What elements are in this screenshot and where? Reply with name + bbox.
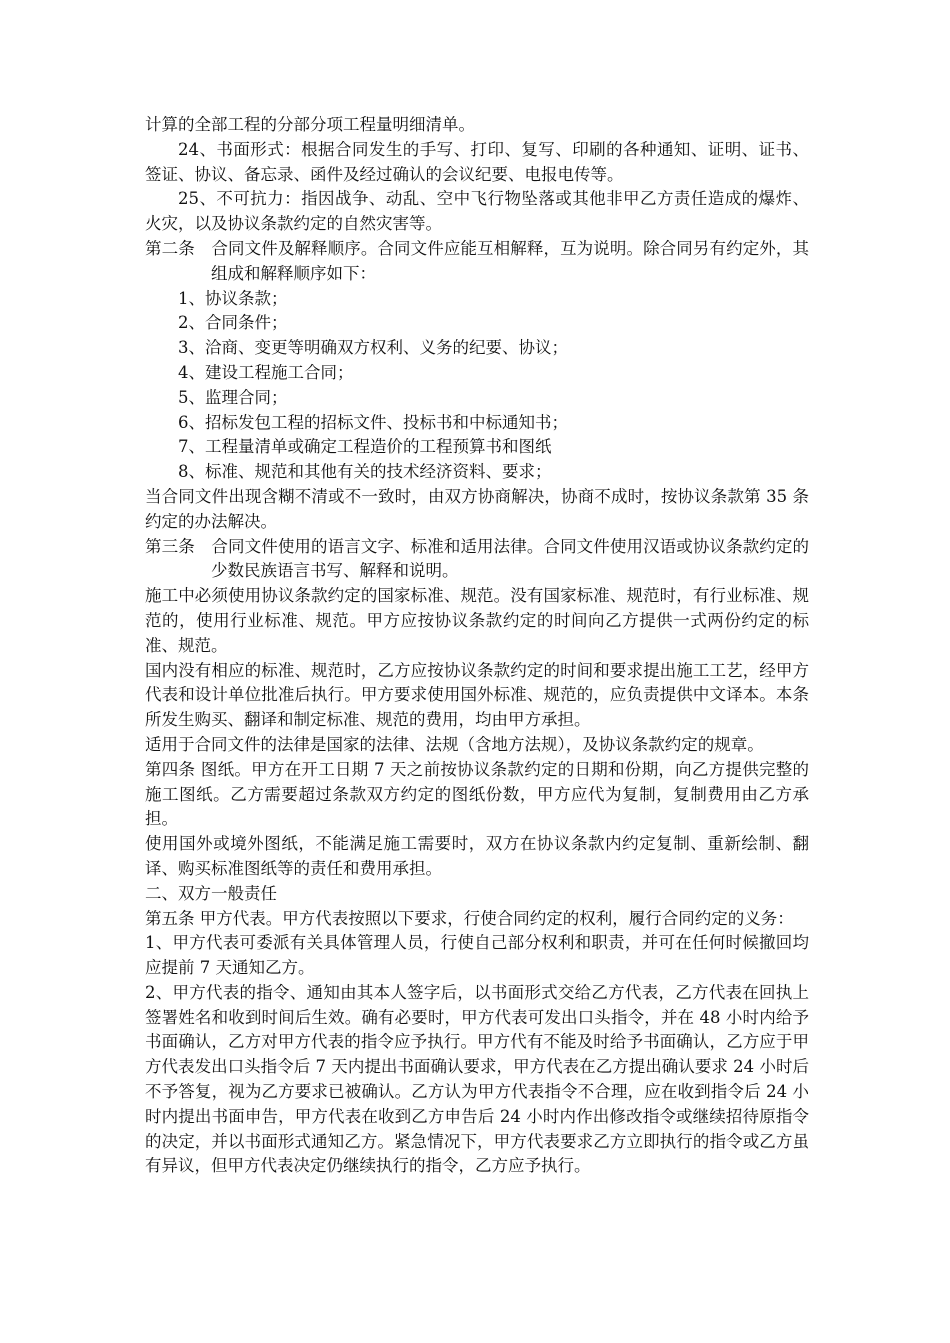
paragraph: 当合同文件出现含糊不清或不一致时，由双方协商解决，协商不成时，按协议条款第 35 条约定的办法解决。 xyxy=(145,486,809,531)
article-3-heading: 第三条 合同文件使用的语言文字、标准和适用法律。合同文件使用汉语或协议条款约定的少数民族语言书写、解释和说明。 xyxy=(145,536,809,581)
article-5: 第五条 甲方代表。甲方代表按照以下要求，行使合同约定的权利，履行合同约定的义务： xyxy=(145,908,794,928)
list-item: 2、合同条件； xyxy=(178,313,288,333)
section-heading: 二、双方一般责任 xyxy=(145,883,277,903)
paragraph: 国内没有相应的标准、规范时，乙方应按协议条款约定的时间和要求提出施工工艺，经甲方代表和设计单位批准后执行。甲方要求使用国外标准、规范的，应负责提供中文译本。本条所发生购买、翻译和制定标准、规范的费用，均由甲方承担。 xyxy=(145,660,809,730)
list-item: 5、监理合同； xyxy=(178,387,288,407)
article-2-heading: 第二条 合同文件及解释顺序。合同文件应能互相解释，互为说明。除合同另有约定外，其组成和解释顺序如下： xyxy=(145,238,809,283)
list-item: 8、标准、规范和其他有关的技术经济资料、要求； xyxy=(178,462,552,482)
list-item: 1、协议条款； xyxy=(178,288,288,308)
article-4: 第四条 图纸。甲方在开工日期 7 天之前按协议条款约定的日期和份期，向乙方提供完整的施工图纸。乙方需要超过条款双方约定的图纸份数，甲方应代为复制，复制费用由乙方承担。 xyxy=(145,759,809,829)
definition-25: 25、不可抗力：指因战争、动乱、空中飞行物坠落或其他非甲乙方责任造成的爆炸、火灾，以及协议条款约定的自然灾害等。 xyxy=(145,189,809,234)
list-item: 4、建设工程施工合同； xyxy=(178,362,354,382)
paragraph: 适用于合同文件的法律是国家的法律、法规（含地方法规），及协议条款约定的规章。 xyxy=(145,734,764,754)
paragraph: 1、甲方代表可委派有关具体管理人员，行使自己部分权利和职责，并可在任何时候撤回均应提前 7 天通知乙方。 xyxy=(145,933,809,978)
paragraph: 使用国外或境外图纸，不能满足施工需要时，双方在协议条款内约定复制、重新绘制、翻译、购买标准图纸等的责任和费用承担。 xyxy=(145,834,809,878)
paragraph: 施工中必须使用协议条款约定的国家标准、规范。没有国家标准、规范时，有行业标准、规范的，使用行业标准、规范。甲方应按协议条款约定的时间向乙方提供一式两份约定的标准、规范。 xyxy=(145,586,809,655)
paragraph: 计算的全部工程的分部分项工程量明细清单。 xyxy=(145,115,475,134)
paragraph: 2、甲方代表的指令、通知由其本人签字后，以书面形式交给乙方代表，乙方代表在回执上签署姓名和收到时间后生效。确有必要时，甲方代表可发出口头指令，并在 48 小时内给予书面确认，乙方对甲方代表的指令应予执行。甲方代有不能及时给予书面确认，乙方应于甲方代表发出口头指令后 7 天内提出书面确认要求，甲方代表在乙方提出确认要求 24 小时后不予答复，视为乙方要求已被确认。乙方认为甲方代表指令不合理，应在收到指令后 24 小时内提出书面申告，甲方代表在收到乙方申告后 24 小时内作出修改指令或继续招待原指令的决定，并以书面形式通知乙方。紧急情况下，甲方代表要求乙方立即执行的指令或乙方虽有异议，但甲方代表决定仍继续执行的指令，乙方应予执行。 xyxy=(145,982,809,1176)
document-page xyxy=(145,113,809,1179)
definition-24: 24、书面形式：根据合同发生的手写、打印、复写、印刷的各种通知、证明、证书、签证、协议、备忘录、函件及经过确认的会议纪要、电报电传等。 xyxy=(145,139,809,184)
list-item: 6、招标发包工程的招标文件、投标书和中标通知书； xyxy=(178,412,568,432)
list-item: 3、洽商、变更等明确双方权利、义务的纪要、协议； xyxy=(178,338,568,358)
list-item: 7、工程量清单或确定工程造价的工程预算书和图纸 xyxy=(178,437,552,457)
